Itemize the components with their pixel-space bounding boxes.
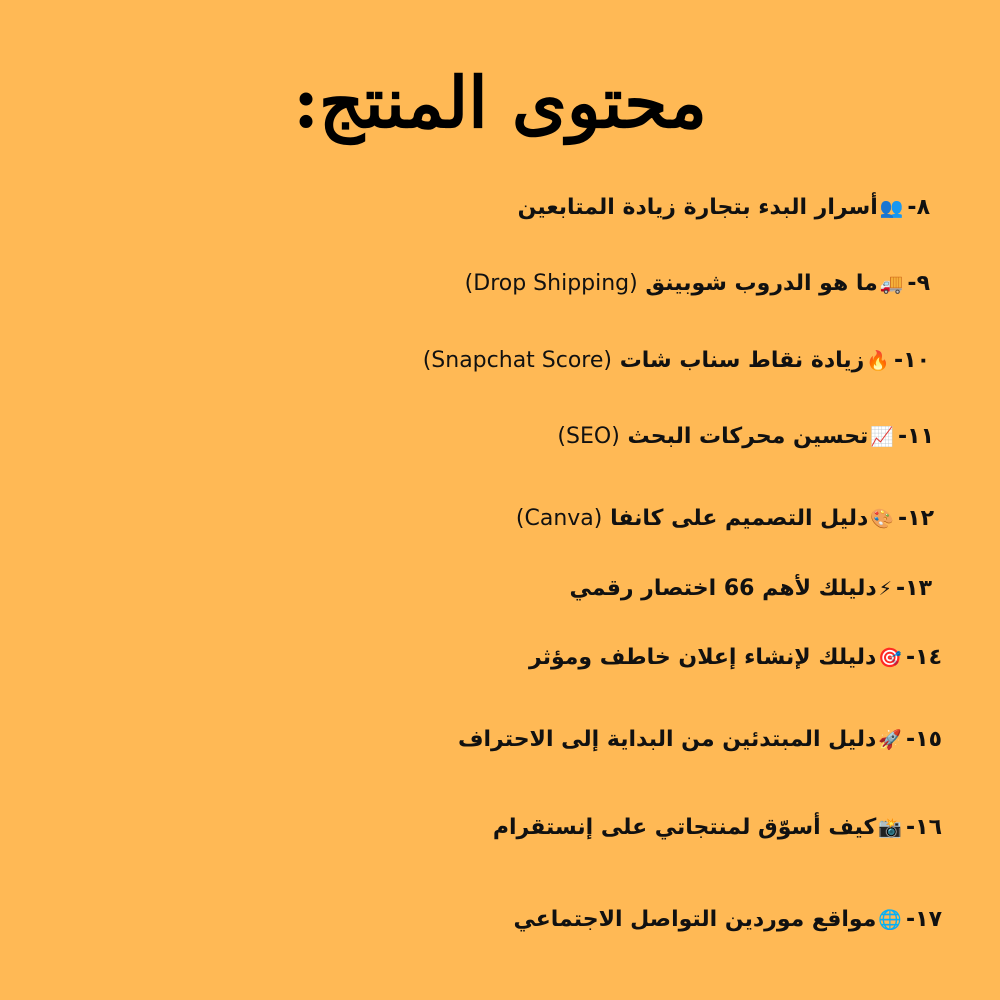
item-english-term: (Canva): [515, 506, 603, 531]
list-item: [513, 902, 942, 938]
palette-icon: 🎨: [870, 508, 894, 530]
chart-up-icon: 📈: [870, 426, 894, 448]
item-number: ١٢-: [898, 506, 934, 531]
list-item: [423, 343, 930, 379]
item-number: ١٥-: [906, 727, 942, 752]
list-item: [529, 640, 942, 676]
item-english-term: (Drop Shipping): [464, 271, 638, 296]
camera-icon: 📸: [878, 817, 902, 839]
item-text: دليلك لإنشاء إعلان خاطف ومؤثر: [529, 645, 877, 670]
item-text: دليل التصميم على كانفا: [610, 506, 869, 531]
item-number: ١٠-: [894, 348, 930, 373]
item-text: تحسين محركات البحث: [627, 424, 869, 449]
item-number: ١٦-: [906, 815, 942, 840]
item-number: ١٧-: [906, 907, 942, 932]
item-number: ٨-: [907, 195, 930, 220]
item-text: ما هو الدروب شوبينق: [645, 271, 878, 296]
item-english-term: (Snapchat Score): [422, 348, 613, 373]
list-item: [493, 810, 942, 846]
people-icon: 👥: [879, 197, 904, 219]
page-title: محتوى المنتج:: [293, 61, 707, 144]
item-text: مواقع موردين التواصل الاجتماعي: [513, 907, 877, 932]
list-item: [465, 266, 930, 302]
list-item: [569, 571, 932, 607]
list-item: [518, 190, 930, 226]
item-number: ١١-: [898, 424, 934, 449]
list-item: [458, 722, 942, 758]
item-number: ٩-: [907, 271, 930, 296]
target-icon: 🎯: [878, 647, 902, 669]
item-number: ١٤-: [906, 645, 942, 670]
item-text: دليل المبتدئين من البداية إلى الاحتراف: [457, 727, 877, 752]
truck-icon: 🚚: [879, 273, 904, 295]
globe-icon: 🌐: [878, 909, 902, 931]
lightning-icon: ⚡: [878, 578, 892, 600]
item-text: أسرار البدء بتجارة زيادة المتابعين: [517, 195, 878, 220]
rocket-icon: 🚀: [878, 729, 902, 751]
item-text: كيف أسوّق لمنتجاتي على إنستقرام: [492, 815, 877, 840]
item-text: دليلك لأهم 66 اختصار رقمي: [569, 576, 877, 601]
list-item: [557, 419, 934, 455]
item-text: زيادة نقاط سناب شات: [619, 348, 865, 373]
list-item: [516, 501, 934, 537]
item-number: ١٣-: [896, 576, 932, 601]
fire-icon: 🔥: [866, 350, 890, 372]
item-english-term: (SEO): [557, 424, 620, 449]
